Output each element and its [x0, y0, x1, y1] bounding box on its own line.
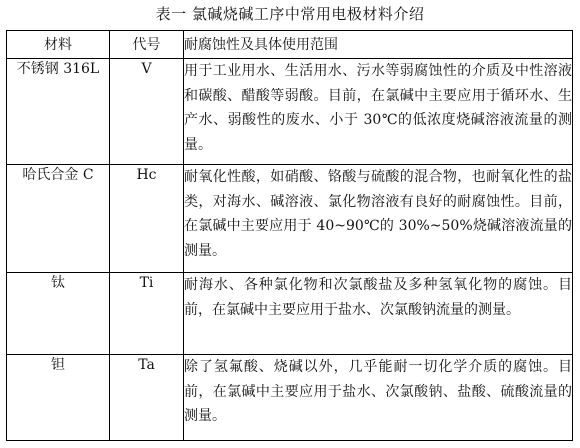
header-code: 代号 — [110, 31, 184, 59]
header-material: 材料 — [7, 31, 110, 59]
material-cell: 钽 — [7, 355, 110, 441]
electrode-material-table — [6, 30, 573, 441]
code-cell: Hc — [110, 165, 184, 273]
usage-cell: 耐氧化性酸，如硝酸、铬酸与硫酸的混合物，也耐氧化性的盐类，对海水、碱溶液、氯化物溶液有良好的耐腐蚀性。目前，在氯碱中主要应用于 40~90℃的 30%~50%烧碱溶液流量的测量。 — [184, 165, 573, 273]
table-header-row — [7, 31, 573, 59]
material-cell: 钛 — [7, 273, 110, 355]
code-cell: Ti — [110, 273, 184, 355]
code-cell: V — [110, 59, 184, 165]
material-cell: 不锈钢 316L — [7, 59, 110, 165]
usage-cell: 耐海水、各种氯化物和次氯酸盐及多种氢氧化物的腐蚀。目前，在氯碱中主要应用于盐水、次氯酸钠流量的测量。 — [184, 273, 573, 355]
table-row — [7, 165, 573, 273]
table-row — [7, 59, 573, 165]
table-title: 表一 氯碱烧碱工序中常用电极材料介绍 — [155, 5, 425, 23]
material-cell: 哈氏合金 C — [7, 165, 110, 273]
code-cell: Ta — [110, 355, 184, 441]
header-usage: 耐腐蚀性及具体使用范围 — [184, 31, 573, 59]
table-row — [7, 273, 573, 355]
table-row — [7, 355, 573, 441]
usage-cell: 除了氢氟酸、烧碱以外，几乎能耐一切化学介质的腐蚀。目前，在氯碱中主要应用于盐水、次氯酸钠、盐酸、硫酸流量的测量。 — [184, 355, 573, 441]
usage-cell: 用于工业用水、生活用水、污水等弱腐蚀性的介质及中性溶液和碳酸、醋酸等弱酸。目前，在氯碱中主要应用于循环水、生产水、弱酸性的废水、小于 30℃的低浓度烧碱溶液流量的测量。 — [184, 59, 573, 165]
